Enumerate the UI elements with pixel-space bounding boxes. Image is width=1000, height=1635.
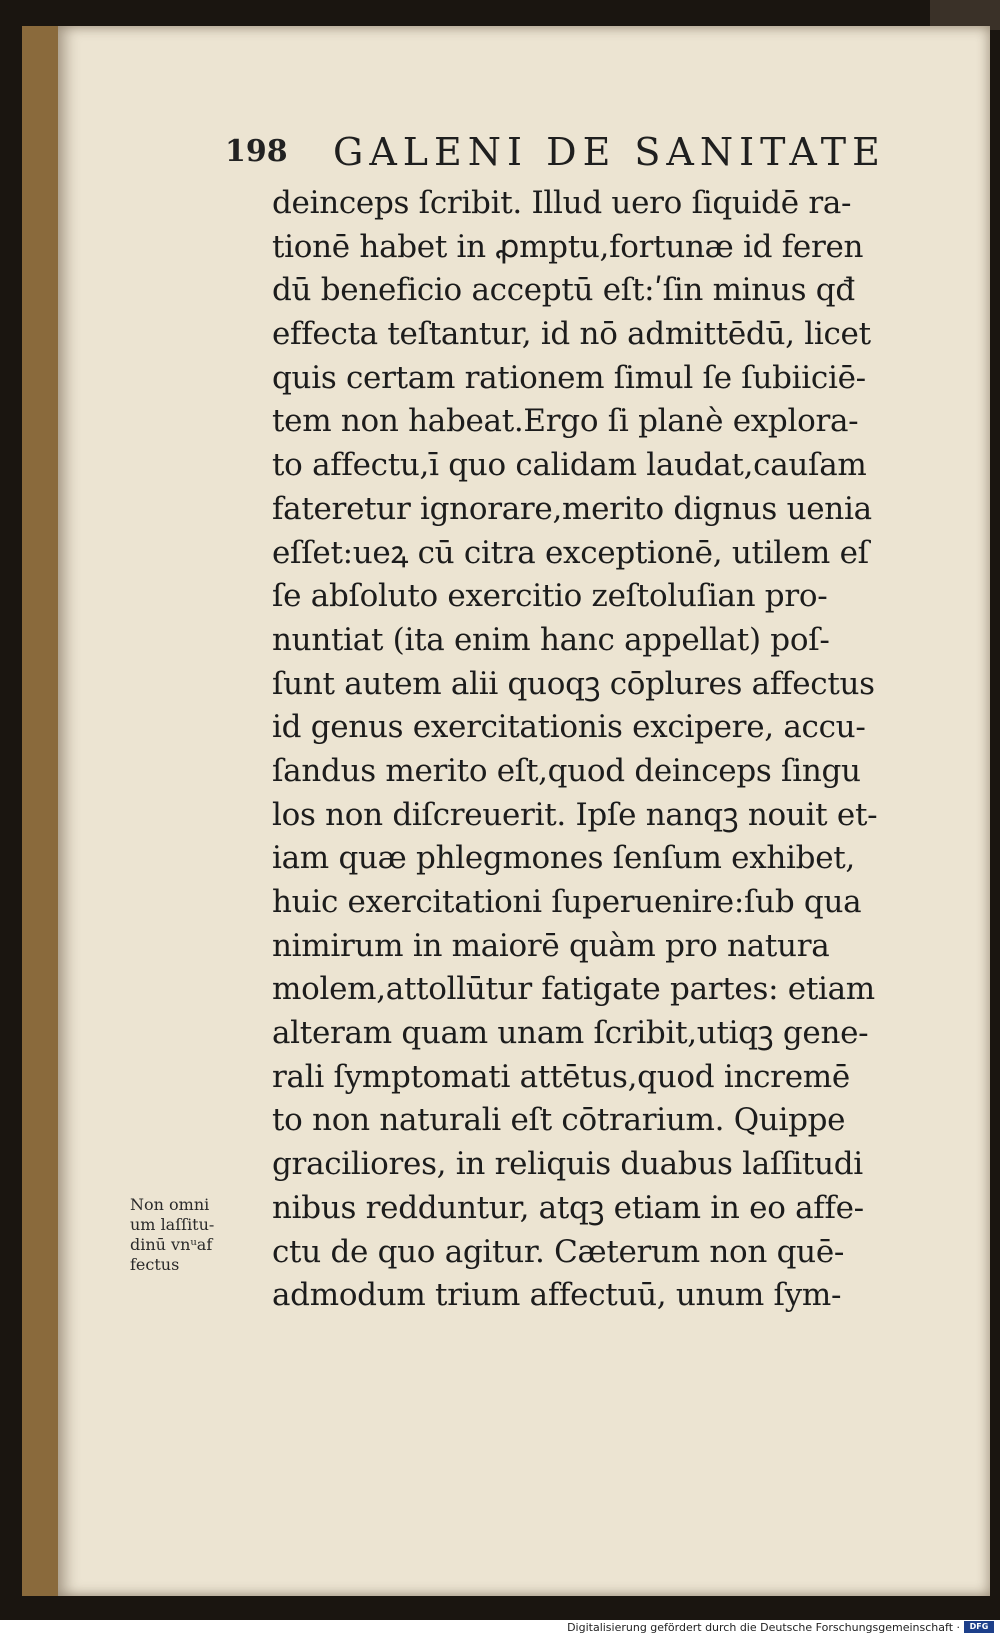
text-line: graciliores, in reliquis duabus laſſitudi [272, 1146, 863, 1183]
page-number: 198 [225, 134, 288, 169]
text-line: alteram quam unam ſcribit,utiqꝫ gene- [272, 1015, 869, 1052]
text-line: eſſet:ueꝝ cū citra exceptionē, utilem eſ [272, 534, 869, 571]
text-line: dū beneficio acceptū eſt:ʹſin minus qđ [272, 272, 855, 309]
text-line: molem,attollūtur fatigate partes: etiam [272, 971, 875, 1008]
marginal-note [130, 1195, 260, 1275]
text-line: tionē habet in ꝓmptu,fortunæ id feren [272, 228, 864, 265]
text-line: nuntiat (ita enim hanc appellat) poſ- [272, 621, 830, 658]
text-line: ctu de quo agitur. Cæterum non quē- [272, 1233, 845, 1270]
text-line: fateretur ignorare,merito dignus uenia [272, 490, 872, 527]
text-line: ſandus merito eſt,quod deinceps ſingu [272, 752, 861, 789]
text-line: tem non habeat.Ergo ſi planè explora- [272, 403, 859, 440]
body-text [272, 182, 892, 1318]
text-line: deinceps ſcribit. Illud uero ſiquidē ra- [272, 185, 852, 221]
text-line: id genus exercitationis excipere, accu- [272, 709, 866, 746]
text-line: nibus redduntur, atqꝫ etiam in eo affe- [272, 1189, 864, 1226]
text-line: ſunt autem alii quoqꝫ cōplures affectus [272, 665, 875, 702]
text-line: huic exercitationi ſuperuenire:ſub qua [272, 884, 862, 920]
text-line: effecta teſtantur, id nō admittēdū, licet [272, 316, 871, 353]
text-line: quis certam rationem ſimul ſe ſubiiciē- [272, 359, 866, 396]
marginal-note-line: Non omni [130, 1195, 210, 1214]
text-line: los non diſcreuerit. Ipſe nanqꝫ nouit et- [272, 796, 878, 833]
text-line: nimirum in maiorē quàm pro natura [272, 927, 830, 964]
text-line: to affectu,ī quo calidam laudat,cauſam [272, 447, 867, 484]
marginal-note-line: um laſſitu- [130, 1215, 215, 1234]
page-header [225, 130, 885, 180]
text-line: to non naturali eſt cōtrarium. Quippe [272, 1102, 846, 1139]
marginal-note-line: fectus [130, 1255, 180, 1274]
footer-bar [0, 1620, 1000, 1635]
text-line: ſe abſoluto exercitio zeſtoluſian pro- [272, 578, 828, 615]
funding-credit: Digitalisierung gefördert durch die Deutsche Forschungsgemeinschaft · [567, 1621, 960, 1634]
marginal-note-line: dinū vnᵘaf [130, 1235, 213, 1254]
text-line: admodum trium affectuū, unum ſym- [272, 1277, 842, 1314]
dfg-logo: DFG [964, 1621, 994, 1633]
text-line: iam quæ phlegmones ſenſum exhibet, [272, 840, 855, 877]
running-title: GALENI DE SANITATE [333, 130, 886, 174]
text-line: rali ſymptomati attētus,quod incremē [272, 1058, 850, 1095]
